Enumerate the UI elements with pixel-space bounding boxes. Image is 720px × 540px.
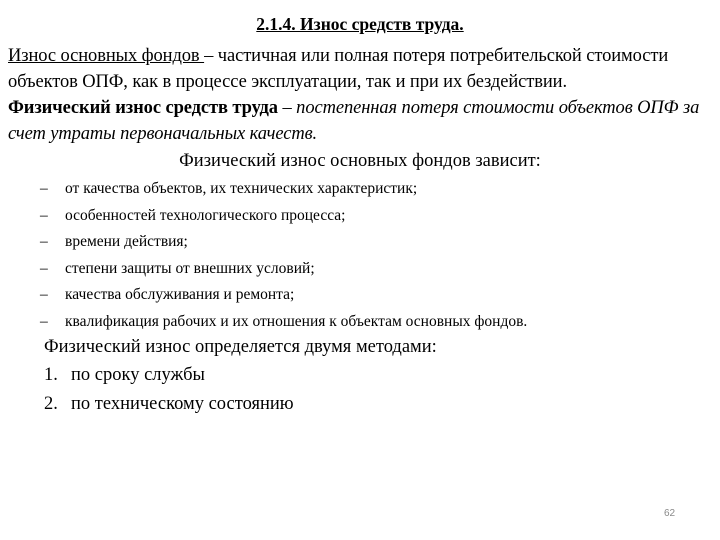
list-item-text: по техническому состоянию <box>71 394 294 414</box>
list-item <box>44 361 294 390</box>
term-wear-fixed-assets: Износ основных фондов <box>8 46 205 66</box>
list-item <box>40 176 527 203</box>
dash-bullet: – <box>40 206 48 224</box>
factors-list <box>40 176 527 336</box>
definition-text: – постепенная потеря стоимости объектов ОПФ за счет утраты первоначальных качеств. <box>8 98 700 144</box>
list-item-text: времени действия; <box>65 233 188 251</box>
methods-heading: Физический износ определяется двумя методами: <box>44 337 437 357</box>
definition-physical-wear <box>8 95 716 147</box>
list-item <box>40 282 527 309</box>
list-item-text: от качества объектов, их технических характеристик; <box>65 180 418 197</box>
list-number: 1. <box>44 365 58 385</box>
list-item-text: качества обслуживания и ремонта; <box>65 286 295 304</box>
list-item-text: по сроку службы <box>71 365 205 385</box>
list-item-text: особенностей технологического процесса; <box>65 206 346 224</box>
term-physical-wear: Физический износ средств труда <box>8 98 278 118</box>
dash-bullet: – <box>40 259 48 277</box>
dash-bullet: – <box>40 180 48 197</box>
list-item <box>44 390 294 419</box>
dash-bullet: – <box>40 312 48 330</box>
list-item-text: степени защиты от внешних условий; <box>65 259 315 277</box>
methods-list <box>44 361 294 419</box>
list-item-text: квалификация рабочих и их отношения к объектам основных фондов. <box>65 312 528 330</box>
list-item <box>40 309 527 336</box>
definition-wear-fixed-assets <box>8 43 716 95</box>
list-item <box>40 203 527 230</box>
list-item <box>40 256 527 283</box>
list-item <box>40 229 527 256</box>
factors-heading: Физический износ основных фондов зависит: <box>179 151 541 171</box>
list-number: 2. <box>44 394 58 414</box>
dash-bullet: – <box>40 233 48 251</box>
page-number: 62 <box>664 508 676 519</box>
section-title: 2.1.4. Износ средств труда. <box>256 14 464 34</box>
definition-text: – частичная или полная потеря потребительской стоимости объектов ОПФ, как в процессе эксплуатации, так и при их бездействии. <box>8 46 669 92</box>
dash-bullet: – <box>40 286 48 304</box>
